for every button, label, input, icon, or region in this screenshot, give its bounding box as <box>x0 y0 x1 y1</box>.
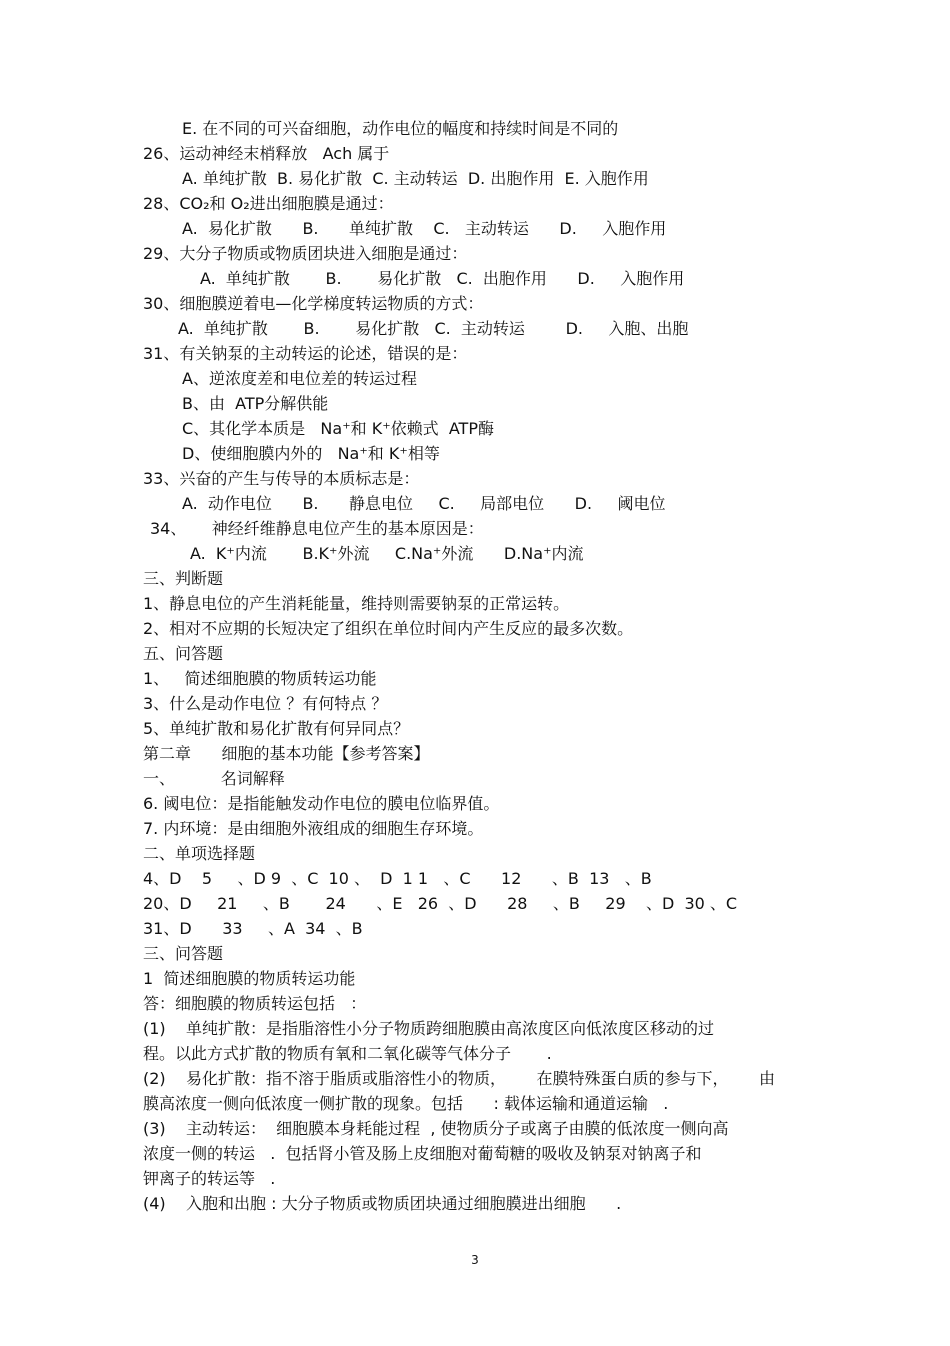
options-26: A. 单纯扩散 B. 易化扩散 C. 主动转运 D. 出胞作用 E. 入胞作用 <box>182 169 649 188</box>
essay-question: 1、 简述细胞膜的物质转运功能 <box>143 669 377 688</box>
answer-text: (3) 主动转运： 细胞膜本身耗能过程 , 使物质分子或离子由膜的低浓度一侧向高 <box>143 1119 729 1138</box>
answer-key-row: 4、D 5 、D 9 、C 10 、 D 1 1 、C 12 、B 13 、B <box>143 869 652 888</box>
options-28: A. 易化扩散 B. 单纯扩散 C. 主动转运 D. 入胞作用 <box>182 219 667 238</box>
option-31-b: B、由 ATP分解供能 <box>182 394 329 413</box>
answer-key-row: 20、D 21 、B 24 、E 26 、D 28 、B 29 、D 30 、C <box>143 894 738 913</box>
option-31-c: C、其化学本质是 Na⁺和 K⁺依赖式 ATP酶 <box>182 419 494 438</box>
options-33: A. 动作电位 B. 静息电位 C. 局部电位 D. 阈电位 <box>182 494 666 513</box>
definition: 6. 阈电位：是指能触发动作电位的膜电位临界值。 <box>143 794 500 813</box>
chapter-heading: 第二章 细胞的基本功能【参考答案】 <box>143 744 430 763</box>
option-31-d: D、使细胞膜内外的 Na⁺和 K⁺相等 <box>182 444 440 463</box>
option-31-a: A、逆浓度差和电位差的转运过程 <box>182 369 417 388</box>
question-31: 31、有关钠泵的主动转运的论述，错误的是： <box>143 344 468 363</box>
question-26: 26、运动神经末梢释放 Ach 属于 <box>143 144 390 163</box>
section-heading: 二、单项选择题 <box>143 844 256 863</box>
page-number: 3 <box>471 1253 479 1267</box>
text-line: E. 在不同的可兴奋细胞，动作电位的幅度和持续时间是不同的 <box>182 119 619 138</box>
answer-text: 答：细胞膜的物质转运包括 ： <box>143 994 367 1013</box>
question-33: 33、兴奋的产生与传导的本质标志是： <box>143 469 420 488</box>
section-heading: 一、 名词解释 <box>143 769 285 788</box>
answer-text: (2) 易化扩散：指不溶于脂质或脂溶性小的物质， 在膜特殊蛋白质的参与下， 由 <box>143 1069 776 1088</box>
judgment-item: 2、相对不应期的长短决定了组织在单位时间内产生反应的最多次数。 <box>143 619 634 638</box>
essay-question: 3、什么是动作电位 ？有何特点 ？ <box>143 694 388 713</box>
answer-text: (4) 入胞和出胞 : 大分子物质或物质团块通过细胞膜进出细胞 . <box>143 1194 622 1213</box>
answer-title: 1 简述细胞膜的物质转运功能 <box>143 969 356 988</box>
section-heading: 五、问答题 <box>143 644 224 663</box>
definition: 7. 内环境：是由细胞外液组成的细胞生存环境。 <box>143 819 484 838</box>
options-30: A. 单纯扩散 B. 易化扩散 C. 主动转运 D. 入胞、出胞 <box>178 319 689 338</box>
question-34: 34、 神经纤维静息电位产生的基本原因是： <box>150 519 484 538</box>
essay-question: 5、单纯扩散和易化扩散有何异同点？ <box>143 719 410 738</box>
section-heading: 三、问答题 <box>143 944 224 963</box>
judgment-item: 1、静息电位的产生消耗能量，维持则需要钠泵的正常运转。 <box>143 594 570 613</box>
answer-text: 钾离子的转运等 . <box>143 1169 276 1188</box>
answer-text: 浓度一侧的转运 . 包括肾小管及肠上皮细胞对葡萄糖的吸收及钠泵对钠离子和 <box>143 1144 702 1163</box>
answer-text: 程。以此方式扩散的物质有氧和二氧化碳等气体分子 . <box>143 1044 552 1063</box>
question-29: 29、大分子物质或物质团块进入细胞是通过： <box>143 244 468 263</box>
options-34: A. K⁺内流 B.K⁺外流 C.Na⁺外流 D.Na⁺内流 <box>190 544 584 563</box>
options-29: A. 单纯扩散 B. 易化扩散 C. 出胞作用 D. 入胞作用 <box>200 269 685 288</box>
question-30: 30、细胞膜逆着电—化学梯度转运物质的方式： <box>143 294 484 313</box>
answer-key-row: 31、D 33 、A 34 、B <box>143 919 363 938</box>
question-28: 28、CO₂和 O₂进出细胞膜是通过： <box>143 194 394 213</box>
answer-text: (1) 单纯扩散：是指脂溶性小分子物质跨细胞膜由高浓度区向低浓度区移动的过 <box>143 1019 715 1038</box>
section-heading: 三、判断题 <box>143 569 224 588</box>
answer-text: 膜高浓度一侧向低浓度一侧扩散的现象。包括 : 载体运输和通道运输 . <box>143 1094 669 1113</box>
